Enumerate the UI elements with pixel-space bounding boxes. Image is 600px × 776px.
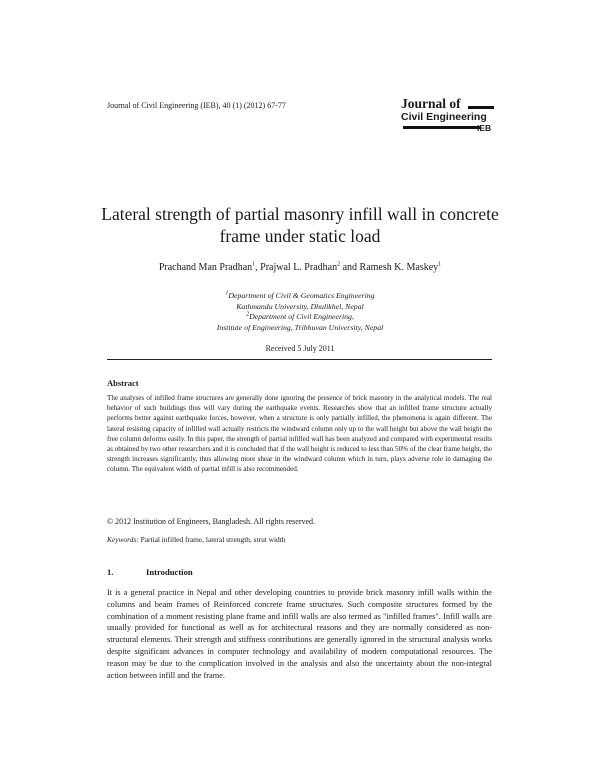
received-date: Received 5 July 2011	[265, 344, 335, 353]
logo-bar-2	[403, 126, 481, 129]
journal-logo	[401, 96, 501, 133]
header-divider	[107, 359, 492, 360]
author-1: Prachand Man Pradhan$^1$,	[158, 261, 261, 273]
affiliations	[100, 291, 500, 334]
copyright-notice: © 2012 Institution of Engineers, Bangladesh. All rights reserved.	[107, 517, 316, 526]
author-list	[60, 262, 540, 273]
abstract-heading: Abstract	[107, 378, 139, 388]
paper-title: Lateral strength of partial masonry infill wall in concrete frame under static load	[101, 204, 499, 246]
introduction-text: It is a general practice in Nepal and other developing countries to provide brick masonry infill walls within the columns and beam frames of Reinforced concrete frame structures. Such composite structures formed by the combination of a moment resisting plane frame and infill walls are also termed as "infilled frames". Infill walls are usually provided for functional as well as for architectural reasons and they are normally considered as non-structural elements. Their strength and stiffness contributions are generally ignored in the structural analysis works despite significant advances in computer technology and availability of modern computational resources. The reason may be due to the complication involved in the analysis and also the uncertainty about the non-integral action between infill and the frame.	[107, 588, 492, 680]
abstract-text: The analyses of infilled frame structures are generally done ignoring the presence of brick masonry in the analytical models. The real behavior of such buildings thus will vary during the earthquake events. Researches show that an infilled frame structure actually performs better against earthquake forces, however, when a structure is only partially infilled, the phenomena is again different. The lateral resisting capacity of infilled wall actually restricts the windward column only up to the wall height but above the wall height the free column deforms easily. In this paper, the strength of partial infilled wall has been analyzed and compared with experimental results as obtained by two other researchers and it is concluded that if the wall height is reduced to less than 50% of the clear frame height, the strength increases significantly, thus allowing more shear in the windward column which in turn, plays adverse role in damaging the column. The equivalent width of partial infill is also recommended.	[107, 394, 492, 474]
affiliation-line: Institute of Engineering, Tribhuvan University, Nepal	[216, 323, 384, 333]
affiliation-line: Kathmandu University, Dhulikhel, Nepal	[236, 301, 364, 311]
keywords	[107, 535, 286, 544]
affiliation-line: $^2$Department of Civil Engineering,	[246, 311, 354, 322]
affiliation-line: $^1$Department of Civil & Geomatics Engineering	[225, 290, 375, 300]
logo-line-3: IEB	[477, 123, 492, 133]
section-number: 1.	[107, 567, 114, 577]
author-3: Ramesh K. Maskey$^1$	[359, 261, 442, 273]
logo-line-2: Civil Engineering	[401, 111, 501, 124]
logo-bar-1	[468, 106, 494, 109]
journal-reference: Journal of Civil Engineering (IEB), 40 (1) (2012) 67-77	[107, 101, 286, 110]
author-2: Prajwal L. Pradhan$^2$ and	[260, 261, 360, 273]
keywords-label: Keywords:	[107, 535, 139, 544]
section-title: Introduction	[146, 567, 193, 577]
keywords-text: Partial infilled frame, lateral strength, strut width	[140, 535, 286, 544]
logo-line-1: Journal of	[401, 97, 501, 111]
